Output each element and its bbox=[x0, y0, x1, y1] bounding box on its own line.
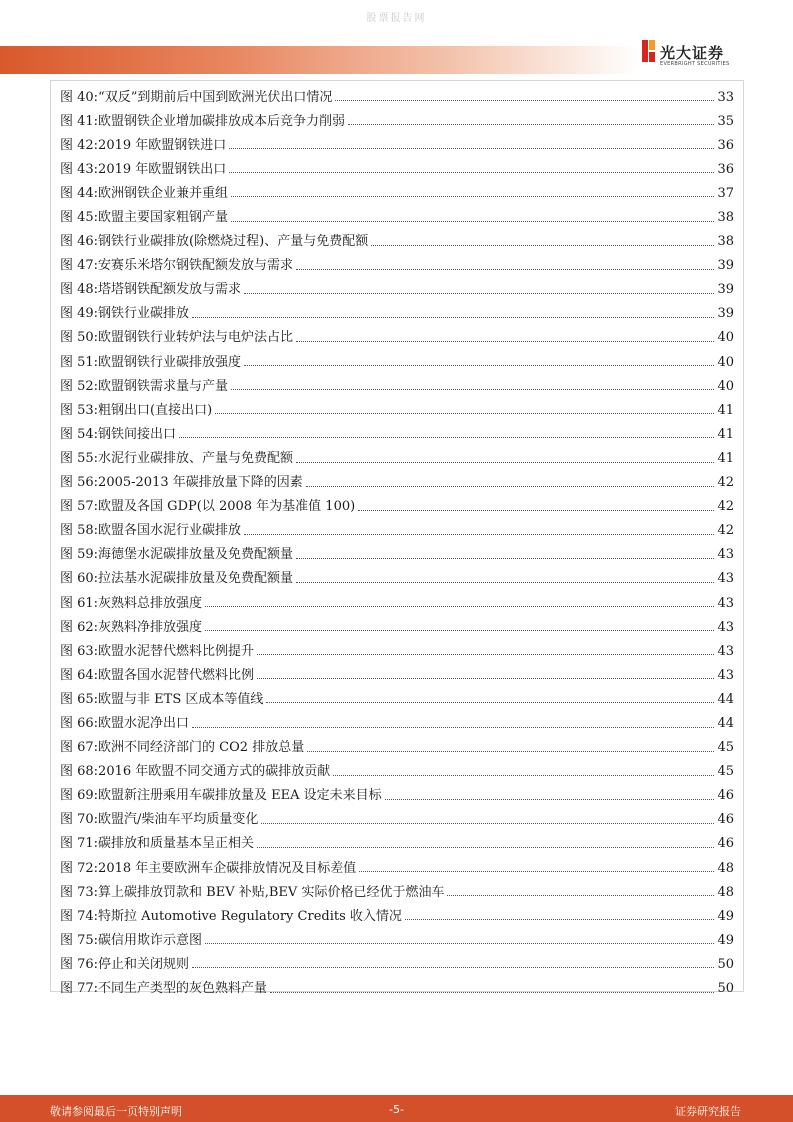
toc-entry-page[interactable]: 43 bbox=[717, 571, 734, 587]
toc-entry-label[interactable]: 图 48:塔塔钢铁配额发放与需求 bbox=[60, 282, 242, 298]
toc-entry[interactable] bbox=[60, 398, 734, 422]
toc-entry-label[interactable]: 图 76:停止和关闭规则 bbox=[60, 956, 190, 972]
toc-entry-label[interactable]: 图 54:钢铁间接出口 bbox=[60, 426, 177, 442]
toc-entry[interactable] bbox=[60, 495, 734, 519]
toc-entry[interactable] bbox=[60, 928, 734, 952]
toc-leader-dots bbox=[205, 630, 714, 631]
toc-entry[interactable] bbox=[60, 109, 734, 133]
toc-entry[interactable] bbox=[60, 808, 734, 832]
footer-disclaimer: 敬请参阅最后一页特别声明 bbox=[50, 1105, 182, 1118]
toc-entry-label[interactable]: 图 49:钢铁行业碳排放 bbox=[60, 306, 190, 322]
toc-leader-dots bbox=[447, 895, 714, 896]
toc-entry-label[interactable]: 图 50:欧盟钢铁行业转炉法与电炉法占比 bbox=[60, 330, 294, 346]
toc-entry-page[interactable]: 41 bbox=[717, 402, 734, 418]
toc-entry-page[interactable]: 49 bbox=[717, 908, 734, 924]
toc-leader-dots bbox=[261, 823, 714, 824]
toc-entry[interactable] bbox=[60, 278, 734, 302]
toc-entry-label[interactable]: 图 52:欧盟钢铁需求量与产量 bbox=[60, 378, 229, 394]
toc-entry[interactable] bbox=[60, 687, 734, 711]
toc-leader-dots bbox=[229, 148, 714, 149]
toc-leader-dots bbox=[244, 293, 714, 294]
toc-entry-page[interactable]: 46 bbox=[717, 836, 734, 852]
toc-entry-label[interactable]: 图 40:“双反”到期前后中国到欧洲光伏出口情况 bbox=[60, 89, 333, 105]
toc-entry[interactable] bbox=[60, 736, 734, 760]
toc-entry-page[interactable]: 38 bbox=[717, 210, 734, 226]
toc-entry[interactable] bbox=[60, 832, 734, 856]
toc-entry-label[interactable]: 图 75:碳信用欺诈示意图 bbox=[60, 932, 203, 948]
toc-leader-dots bbox=[231, 221, 714, 222]
toc-entry[interactable] bbox=[60, 663, 734, 687]
toc-entry[interactable] bbox=[60, 85, 734, 109]
toc-entry-page[interactable]: 50 bbox=[717, 981, 734, 997]
page-number: -5- bbox=[389, 1103, 404, 1116]
toc-entry-label[interactable]: 图 68:2016 年欧盟不同交通方式的碳排放贡献 bbox=[60, 764, 331, 780]
toc-entry-label[interactable]: 图 70:欧盟汽/柴油车平均质量变化 bbox=[60, 812, 259, 828]
toc-leader-dots bbox=[229, 172, 714, 173]
toc-entry-label[interactable]: 图 74:特斯拉 Automotive Regulatory Credits 收入情况 bbox=[60, 908, 402, 924]
toc-entry-page[interactable]: 46 bbox=[717, 812, 734, 828]
toc-entry-page[interactable]: 48 bbox=[717, 884, 734, 900]
toc-leader-dots bbox=[215, 413, 714, 414]
toc-leader-dots bbox=[358, 510, 714, 511]
toc-leader-dots bbox=[296, 582, 714, 583]
toc-leader-dots bbox=[231, 389, 714, 390]
toc-entry[interactable] bbox=[60, 133, 734, 157]
toc-leader-dots bbox=[257, 847, 714, 848]
toc-entry[interactable] bbox=[60, 591, 734, 615]
toc-leader-dots bbox=[335, 100, 714, 101]
toc-entry-page[interactable]: 38 bbox=[717, 234, 734, 250]
toc-entry-label[interactable]: 图 72:2018 年主要欧洲车企碳排放情况及目标差值 bbox=[60, 860, 357, 876]
toc-entry-page[interactable]: 43 bbox=[717, 619, 734, 635]
toc-entry-page[interactable]: 39 bbox=[717, 258, 734, 274]
toc-leader-dots bbox=[306, 486, 715, 487]
toc-entry-label[interactable]: 图 65:欧盟与非 ETS 区成本等值线 bbox=[60, 691, 264, 707]
toc-entry-page[interactable]: 43 bbox=[717, 547, 734, 563]
toc-entry-label[interactable]: 图 57:欧盟及各国 GDP(以 2008 年为基准值 100) bbox=[60, 499, 356, 515]
toc-entry-page[interactable]: 50 bbox=[717, 956, 734, 972]
toc-entry-page[interactable]: 40 bbox=[717, 378, 734, 394]
toc-entry[interactable] bbox=[60, 904, 734, 928]
toc-entry[interactable] bbox=[60, 519, 734, 543]
header-band bbox=[0, 46, 640, 74]
toc-entry-label[interactable]: 图 67:欧洲不同经济部门的 CO2 排放总量 bbox=[60, 740, 305, 756]
toc-entry[interactable] bbox=[60, 350, 734, 374]
toc-entry[interactable] bbox=[60, 615, 734, 639]
toc-entry[interactable] bbox=[60, 471, 734, 495]
toc-entry-page[interactable]: 44 bbox=[717, 691, 734, 707]
toc-leader-dots bbox=[257, 678, 714, 679]
toc-entry-label[interactable]: 图 60:拉法基水泥碳排放量及免费配额量 bbox=[60, 571, 294, 587]
toc-leader-dots bbox=[179, 437, 714, 438]
toc-entry-page[interactable]: 42 bbox=[717, 475, 734, 491]
toc-entry[interactable] bbox=[60, 374, 734, 398]
toc-entry-page[interactable]: 43 bbox=[717, 595, 734, 611]
toc-entry-page[interactable]: 41 bbox=[717, 426, 734, 442]
toc-entry[interactable] bbox=[60, 422, 734, 446]
toc-entry-label[interactable]: 图 45:欧盟主要国家粗钢产量 bbox=[60, 210, 229, 226]
toc-entry[interactable] bbox=[60, 157, 734, 181]
toc-entry-page[interactable]: 36 bbox=[717, 137, 734, 153]
toc-entry-page[interactable]: 49 bbox=[717, 932, 734, 948]
toc-leader-dots bbox=[296, 558, 714, 559]
toc-leader-dots bbox=[296, 462, 714, 463]
toc-entry-label[interactable]: 图 53:粗钢出口(直接出口) bbox=[60, 402, 213, 418]
toc-leader-dots bbox=[348, 124, 714, 125]
toc-entry[interactable] bbox=[60, 254, 734, 278]
toc-entry-page[interactable]: 39 bbox=[717, 306, 734, 322]
toc-entry-label[interactable]: 图 43:2019 年欧盟钢铁出口 bbox=[60, 161, 227, 177]
toc-entry-label[interactable]: 图 66:欧盟水泥净出口 bbox=[60, 715, 190, 731]
toc-leader-dots bbox=[205, 606, 714, 607]
toc-entry[interactable] bbox=[60, 760, 734, 784]
toc-entry[interactable] bbox=[60, 205, 734, 229]
logo-name-en: EVERBRIGHT SECURITIES bbox=[660, 61, 730, 67]
toc-entry[interactable] bbox=[60, 302, 734, 326]
toc-entry[interactable] bbox=[60, 639, 734, 663]
toc-entry[interactable] bbox=[60, 976, 734, 1000]
toc-entry-label[interactable]: 图 44:欧洲钢铁企业兼并重组 bbox=[60, 185, 229, 201]
footer-report-type: 证券研究报告 bbox=[675, 1105, 741, 1118]
toc-entry-page[interactable]: 45 bbox=[717, 764, 734, 780]
toc-leader-dots bbox=[371, 245, 714, 246]
toc-entry-page[interactable]: 41 bbox=[717, 450, 734, 466]
toc-entry-label[interactable]: 图 77:不同生产类型的灰色熟料产量 bbox=[60, 981, 268, 997]
toc-entry-page[interactable]: 35 bbox=[717, 113, 734, 129]
toc-leader-dots bbox=[307, 751, 714, 752]
toc-list bbox=[60, 85, 734, 1001]
watermark: 股票报告网 bbox=[366, 13, 427, 24]
toc-leader-dots bbox=[257, 654, 714, 655]
toc-entry-page[interactable]: 42 bbox=[717, 499, 734, 515]
toc-entry[interactable] bbox=[60, 952, 734, 976]
toc-leader-dots bbox=[270, 992, 714, 993]
toc-entry[interactable] bbox=[60, 543, 734, 567]
toc-entry[interactable] bbox=[60, 181, 734, 205]
toc-entry[interactable] bbox=[60, 446, 734, 470]
toc-entry-page[interactable]: 40 bbox=[717, 330, 734, 346]
toc-entry[interactable] bbox=[60, 880, 734, 904]
footer bbox=[0, 1095, 793, 1122]
toc-entry-label[interactable]: 图 69:欧盟新注册乘用车碳排放量及 EEA 设定未来目标 bbox=[60, 788, 382, 804]
toc-entry-page[interactable]: 45 bbox=[717, 740, 734, 756]
toc-entry-label[interactable]: 图 58:欧盟各国水泥行业碳排放 bbox=[60, 523, 242, 539]
toc-leader-dots bbox=[385, 799, 715, 800]
toc-leader-dots bbox=[266, 702, 714, 703]
toc-entry-label[interactable]: 图 71:碳排放和质量基本呈正相关 bbox=[60, 836, 255, 852]
toc-entry-page[interactable]: 46 bbox=[717, 788, 734, 804]
toc-entry-label[interactable]: 图 61:灰熟料总排放强度 bbox=[60, 595, 203, 611]
toc-entry-label[interactable]: 图 55:水泥行业碳排放、产量与免费配额 bbox=[60, 450, 294, 466]
toc-leader-dots bbox=[405, 919, 715, 920]
toc-entry-label[interactable]: 图 62:灰熟料净排放强度 bbox=[60, 619, 203, 635]
toc-leader-dots bbox=[359, 871, 714, 872]
toc-entry-page[interactable]: 48 bbox=[717, 860, 734, 876]
toc-entry-label[interactable]: 图 56:2005-2013 年碳排放量下降的因素 bbox=[60, 475, 303, 491]
logo-icon bbox=[642, 40, 655, 62]
toc-entry-page[interactable]: 33 bbox=[717, 89, 734, 105]
toc-entry-label[interactable]: 图 73:算上碳排放罚款和 BEV 补贴,BEV 实际价格已经优于燃油车 bbox=[60, 884, 445, 900]
toc-entry-label[interactable]: 图 47:安赛乐米塔尔钢铁配额发放与需求 bbox=[60, 258, 294, 274]
toc-entry-page[interactable]: 37 bbox=[717, 185, 734, 201]
toc-entry-label[interactable]: 图 46:钢铁行业碳排放(除燃烧过程)、产量与免费配额 bbox=[60, 234, 369, 250]
toc-leader-dots bbox=[231, 196, 714, 197]
toc-leader-dots bbox=[244, 365, 714, 366]
toc-entry-label[interactable]: 图 51:欧盟钢铁行业碳排放强度 bbox=[60, 354, 242, 370]
toc-entry-page[interactable]: 44 bbox=[717, 715, 734, 731]
toc-entry[interactable] bbox=[60, 326, 734, 350]
toc-entry-label[interactable]: 图 63:欧盟水泥替代燃料比例提升 bbox=[60, 643, 255, 659]
toc-entry[interactable] bbox=[60, 711, 734, 735]
toc-leader-dots bbox=[244, 534, 714, 535]
toc-leader-dots bbox=[296, 341, 714, 342]
toc-leader-dots bbox=[192, 727, 714, 728]
toc-entry-label[interactable]: 图 42:2019 年欧盟钢铁进口 bbox=[60, 137, 227, 153]
toc-entry-page[interactable]: 39 bbox=[717, 282, 734, 298]
toc-entry-page[interactable]: 43 bbox=[717, 643, 734, 659]
logo bbox=[642, 40, 752, 70]
toc-entry-label[interactable]: 图 41:欧盟钢铁企业增加碳排放成本后竞争力削弱 bbox=[60, 113, 346, 129]
toc-entry[interactable] bbox=[60, 567, 734, 591]
toc-entry-label[interactable]: 图 59:海德堡水泥碳排放量及免费配额量 bbox=[60, 547, 294, 563]
toc-entry-page[interactable]: 36 bbox=[717, 161, 734, 177]
toc-entry[interactable] bbox=[60, 230, 734, 254]
toc-leader-dots bbox=[192, 967, 714, 968]
toc-leader-dots bbox=[205, 943, 714, 944]
toc-entry-page[interactable]: 40 bbox=[717, 354, 734, 370]
toc-leader-dots bbox=[333, 775, 714, 776]
toc-entry[interactable] bbox=[60, 856, 734, 880]
toc-entry-label[interactable]: 图 64:欧盟各国水泥替代燃料比例 bbox=[60, 667, 255, 683]
toc-entry-page[interactable]: 43 bbox=[717, 667, 734, 683]
logo-name-cn: 光大证券 bbox=[660, 44, 725, 62]
toc-entry[interactable] bbox=[60, 784, 734, 808]
toc-leader-dots bbox=[296, 269, 714, 270]
toc-entry-page[interactable]: 42 bbox=[717, 523, 734, 539]
toc-leader-dots bbox=[192, 317, 714, 318]
